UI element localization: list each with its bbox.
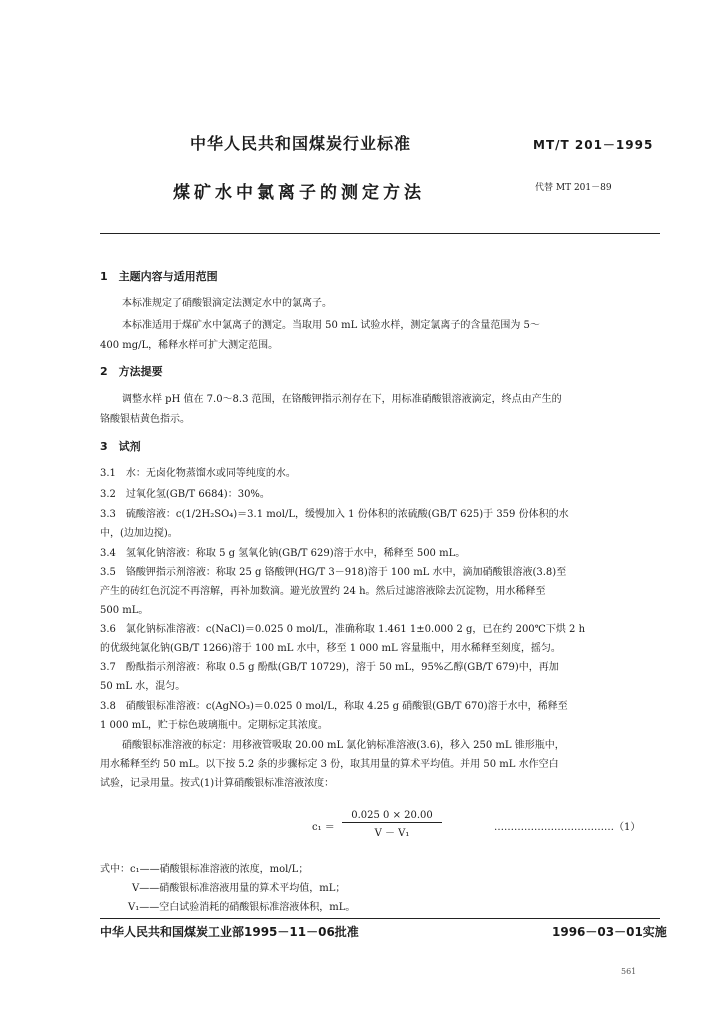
standard-code: MT/T 201－1995 — [533, 138, 654, 152]
reagent-item: 3.2 过氧化氢(GB/T 6684)：30%。 — [100, 489, 270, 500]
reagent-item: 3.3 硫酸溶液：c(1/2H₂SO₄)＝3.1 mol/L，缓慢加入 1 份体积的浓硫酸(GB/T 625)于 359 份体积的水 — [100, 509, 569, 520]
where-line: V₁——空白试验消耗的硝酸银标准溶液体积，mL。 — [128, 902, 356, 913]
reagent-item: 3.1 水：无卤化物蒸馏水或同等纯度的水。 — [100, 468, 296, 479]
section-2-heading: 2 方法提要 — [100, 365, 163, 378]
reagent-item: 3.8 硝酸银标准溶液：c(AgNO₃)＝0.025 0 mol/L，称取 4.25 g 硝酸银(GB/T 670)溶于水中，稀释至 — [100, 701, 568, 712]
header-rule — [100, 233, 660, 234]
section-1-line: 400 mg/L，稀释水样可扩大测定范围。 — [100, 340, 279, 351]
reagent-item: 3.4 氢氧化钠溶液：称取 5 g 氢氧化钠(GB/T 629)溶于水中，稀释至 500 mL。 — [100, 548, 466, 559]
section-2-line: 调整水样 pH 值在 7.0～8.3 范围，在铬酸钾指示剂存在下，用标准硝酸银溶液滴定，终点由产生的 — [122, 394, 562, 405]
standard-org: 中华人民共和国煤炭行业标准 — [190, 134, 412, 153]
where-line: 式中：c₁——硝酸银标准溶液的浓度，mol/L； — [100, 864, 309, 875]
reagent-item: 3.5 铬酸钾指示剂溶液：称取 25 g 铬酸钾(HG/T 3－918)溶于 100 mL 水中，滴加硝酸银溶液(3.8)至 — [100, 567, 567, 578]
reagent-item: 3.7 酚酞指示剂溶液：称取 0.5 g 酚酞(GB/T 10729)，溶于 50 mL，95%乙醇(GB/T 679)中，再加 — [100, 662, 559, 673]
section-1-heading: 1 主题内容与适用范围 — [100, 270, 218, 283]
implementation-date: 1996－03－01实施 — [552, 925, 667, 939]
calibration-text: 硝酸银标准溶液的标定：用移液管吸取 20.00 mL 氯化钠标准溶液(3.6)，移入 250 mL 锥形瓶中， — [122, 740, 565, 751]
formula-numerator: 0.025 0 × 20.00 — [342, 810, 442, 823]
section-3-heading: 3 试剂 — [100, 440, 141, 453]
reagent-item: 1 000 mL，贮于棕色玻璃瓶中。定期标定其浓度。 — [100, 720, 328, 731]
reagent-item: 中，(边加边搅)。 — [100, 528, 178, 539]
formula-lhs: c₁ ＝ — [312, 822, 335, 833]
reagent-item: 500 mL。 — [100, 605, 149, 616]
section-1-line: 本标准适用于煤矿水中氯离子的测定。当取用 50 mL 试验水样，测定氯离子的含量范围为 5～ — [122, 320, 540, 331]
reagent-item: 的优级纯氯化钠(GB/T 1266)溶于 100 mL 水中，移至 1 000 mL 容量瓶中，用水稀释至刻度，摇匀。 — [100, 643, 561, 654]
reagent-item: 产生的砖红色沉淀不再溶解，再补加数滴。避光放置约 24 h。然后过滤溶液除去沉淀物，用水稀释至 — [100, 586, 546, 597]
formula-denominator: V － V₁ — [374, 828, 410, 839]
replaces-note: 代替 MT 201－89 — [535, 183, 612, 193]
reagent-item: 3.6 氯化钠标准溶液：c(NaCl)＝0.025 0 mol/L，准确称取 1.461 1±0.000 2 g，已在约 200℃下烘 2 h — [100, 624, 586, 635]
where-line: V——硝酸银标准溶液用量的算术平均值，mL； — [132, 883, 346, 894]
section-1-line: 本标准规定了硝酸银滴定法测定水中的氯离子。 — [122, 298, 332, 309]
approval-note: 中华人民共和国煤炭工业部1995－11－06批准 — [100, 925, 359, 939]
reagent-item: 50 mL 水，混匀。 — [100, 681, 186, 692]
calibration-text: 用水稀释至约 50 mL。以下按 5.2 条的步骤标定 3 份，取其用量的算术平均值。并用 50 mL 水作空白 — [100, 759, 559, 770]
document-title: 煤矿水中氯离子的测定方法 — [173, 183, 425, 203]
calibration-text: 试验，记录用量。按式(1)计算硝酸银标准溶液浓度： — [100, 778, 335, 789]
formula-number: ………………………………（1） — [494, 822, 641, 833]
section-2-line: 铬酸银桔黄色指示。 — [100, 414, 190, 425]
page-number: 561 — [621, 967, 637, 976]
formula-fraction — [342, 810, 442, 839]
footer-rule — [100, 918, 660, 919]
